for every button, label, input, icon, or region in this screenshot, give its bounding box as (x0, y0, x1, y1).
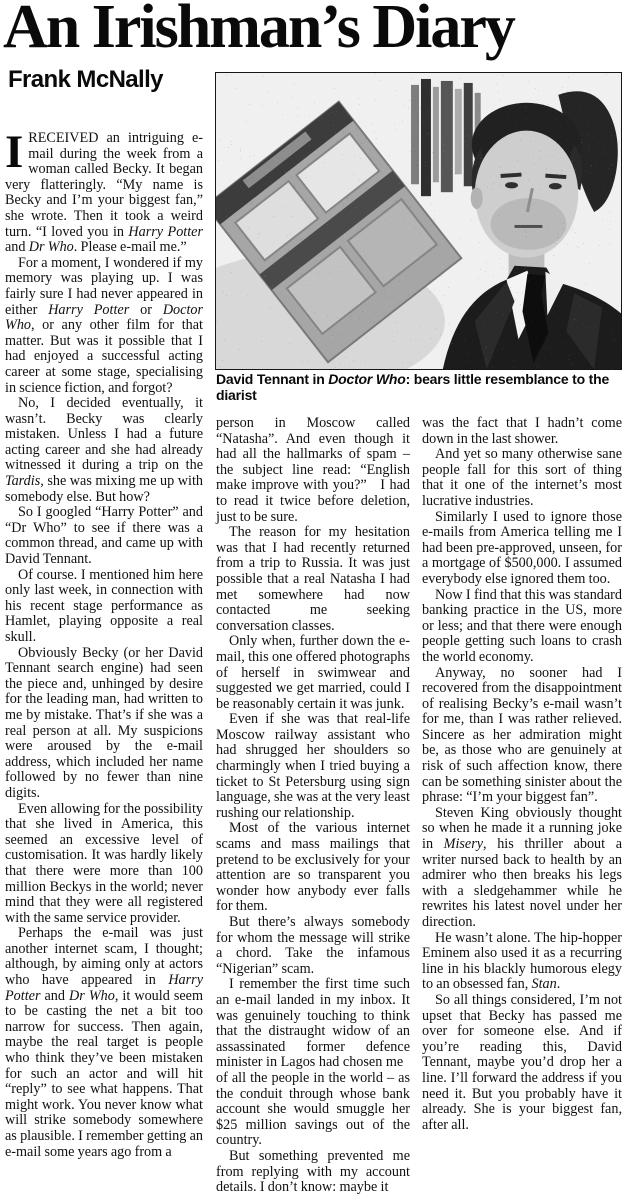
italic-text: Harry Potter (48, 301, 130, 318)
italic-text: Tardis (5, 473, 41, 490)
text-run: RECEIVED an intriguing e-mail during the week from a woman called Becky. It began very flatteringly. “My name is Becky and I’m your biggest fan,” she wrote. Then it took a weird turn. “I loved you in (5, 130, 203, 240)
paragraph (5, 802, 203, 927)
halftone-photo-illustration (216, 73, 621, 369)
text-run: And yet so many otherwise sane people fall for this sort of thing that it one of the internet’s most lucrative industries. (422, 446, 622, 509)
paragraph (5, 126, 203, 256)
text-run: Most of the various internet scams and mass mailings that pretend to be exclusively for your attention are so transparent you wonder how anybody ever falls for them. (216, 820, 410, 915)
text-run: , it would seem to be casting the net a bit too narrow for success. Then again, maybe the real target is people who think they’ve been mistaken for such an actor and will hit “reply” to see what happens. That might work. You never know what will strike somebody somewhere as plausible. I remember getting an e-mail some years ago from a (5, 987, 203, 1160)
text-run: Perhaps the e-mail was just another internet scam, I thought; although, by aiming only at actors who have appeared in (5, 925, 203, 989)
text-run: Similarly I used to ignore those e-mails from America telling me I had been pre-approved, unseen, for a mortgage of $500,000. I assumed everybody else ignored them too. (422, 508, 622, 587)
paragraph (422, 510, 622, 588)
text-run: Steven King obviously thought so when he made it a running joke in (422, 804, 622, 853)
text-run: But something prevented me from replying with my account details. I don’t know: maybe it (216, 1147, 410, 1196)
text-run: Of course. I mentioned him here only last week, in connection with his recent stage performance as Hamlet, playing opposite a real skull. (5, 566, 203, 645)
paragraph (216, 525, 410, 634)
text-run: , his thriller about a writer nursed back to health by an admirer who then breaks his legs with a sledgehammer while he rewrites his latest novel under her direction. (422, 836, 622, 930)
italic-text: Stan (531, 976, 557, 993)
text-run: . Please e-mail me.” (73, 239, 187, 256)
text-run: Anyway, no sooner had I recovered from the disappointment of realising Becky’s e-mail wasn’t for me, than I was rather relieved. Sincere as her admiration might be, as those who are genuinely at risk of such affection know, there can be something sinister about the phrase: “I’m your biggest fan”. (422, 664, 622, 806)
italic-text: Dr Who (28, 239, 74, 256)
italic-text: Harry Potter (128, 223, 203, 240)
paragraph (422, 993, 622, 1133)
text-run: Even allowing for the possibility that she lived in America, this seemed an excessive level of customisation. It was hardly likely that there were more than 100 million Beckys in the world; never mind that they were all registered with the same service provider. (5, 800, 203, 926)
article-column-2 (216, 416, 410, 1200)
paragraph (5, 256, 203, 396)
text-run: or (129, 301, 163, 318)
paragraph (5, 505, 203, 567)
italic-text: Harry Potter (5, 972, 203, 1004)
text-run: I remember the first time such an e-mail landed in my inbox. It was genuinely touching to think that the distraught widow of an assassinated former defence minister in Lagos had chosen me of all the people in the world – as the conduit through whose bank account she would smuggle her $25 million savings out of the country. (216, 976, 410, 1149)
italic-text: Dr Who (69, 987, 115, 1004)
photo-caption (216, 372, 620, 403)
byline-author: Frank McNally (8, 66, 163, 93)
paragraph (422, 447, 622, 509)
paragraph (5, 926, 203, 1160)
text-run: and (5, 239, 29, 256)
drop-cap: I (5, 126, 24, 178)
text-run: The reason for my hesitation was that I had recently returned from a trip to Russia. It was just possible that a real Natasha I had met somewhere had now contacted me seeking conversation classes. (216, 524, 410, 634)
article-column-3 (422, 416, 622, 1200)
text-run: David Tennant in (216, 371, 329, 387)
text-run: So all things considered, I’m not upset that Becky has passed me over for someone else. And if you’re reading this, David Tennant, maybe you’d drop her a line. I’ll forward the address if you need it. But you probably have it already. She is your biggest fan, after all. (422, 991, 622, 1133)
italic-text: Doctor Who (5, 301, 204, 334)
text-run: He wasn’t alone. The hip-hopper Eminem also used it as a recurring line in his blackly humorous elegy to an obsessed fan, (422, 929, 622, 993)
paragraph (5, 568, 203, 646)
paragraph (422, 666, 622, 806)
paragraph (422, 806, 622, 931)
text-run: No, I decided eventually, it wasn’t. Becky was clearly mistaken. Unless I had a future acting career and she had already witnessed it during a trip on the (5, 395, 203, 474)
text-run: , she was mixing me up with somebody else. But how? (5, 473, 203, 505)
paragraph (216, 634, 410, 712)
text-run: So I googled “Harry Potter” and “Dr Who” to see if there was a common thread, and came up with David Tennant. (5, 504, 203, 568)
italic-text: Doctor Who (328, 371, 406, 387)
paragraph (216, 712, 410, 821)
paragraph (216, 977, 410, 1149)
paragraph (422, 588, 622, 666)
text-run: But there’s always somebody for whom the message will strike a chord. Take the infamous “Nigerian” scam. (216, 914, 410, 977)
paragraph (422, 416, 622, 447)
text-run: , or any other film for that matter. But was it possible that I had enjoyed a successful acting career at some stage, specialising in science fiction, and forgot? (5, 317, 203, 396)
paragraph (422, 931, 622, 993)
text-run: was the fact that I hadn’t come down in the last shower. (422, 415, 622, 447)
paragraph (5, 396, 203, 505)
paragraph (216, 821, 410, 915)
article-title: An Irishman’s Diary (3, 0, 514, 61)
text-run: : bears little resemblance to the diarist (216, 371, 610, 403)
paragraph (216, 416, 410, 525)
text-run: Obviously Becky (or her David Tennant search engine) had seen the piece and, unhinged by desire for the leading man, had written to me by mistake. That’s if she was a real person at all. My suspicions were aroused by the e-mail address, which included her name followed by no fewer than nine digits. (5, 644, 203, 801)
text-run: . (556, 976, 561, 993)
text-run: Now I find that this was standard banking practice in the US, more or less; and that there were enough people getting such loans to crash the world economy. (422, 586, 622, 665)
text-run: Only when, further down the e-mail, this one offered photographs of herself in swimwear and suggested we get married, could I be reasonably certain it was junk. (216, 633, 410, 712)
photo-david-tennant (215, 72, 622, 370)
text-run: person in Moscow called “Natasha”. And even though it had all the hallmarks of spam – the subject line read: “English make improve with you?” I had to read it twice before deletion, just to be sure. (216, 415, 410, 525)
paragraph (5, 646, 203, 802)
text-run: For a moment, I wondered if my memory was playing up. I was fairly sure I had never appeared in either (5, 254, 203, 318)
italic-text: Misery (443, 836, 484, 853)
text-run: and (40, 987, 70, 1004)
halftone-noise-light (216, 73, 621, 369)
text-run: Even if she was that real-life Moscow railway assistant who had shrugged her shoulders so charmingly when I tried buying a ticket to St Petersburg using sign language, she was at the very least rushing our relationship. (216, 711, 410, 821)
article-column-1 (5, 126, 204, 1200)
paragraph (216, 915, 410, 977)
paragraph (216, 1149, 410, 1196)
